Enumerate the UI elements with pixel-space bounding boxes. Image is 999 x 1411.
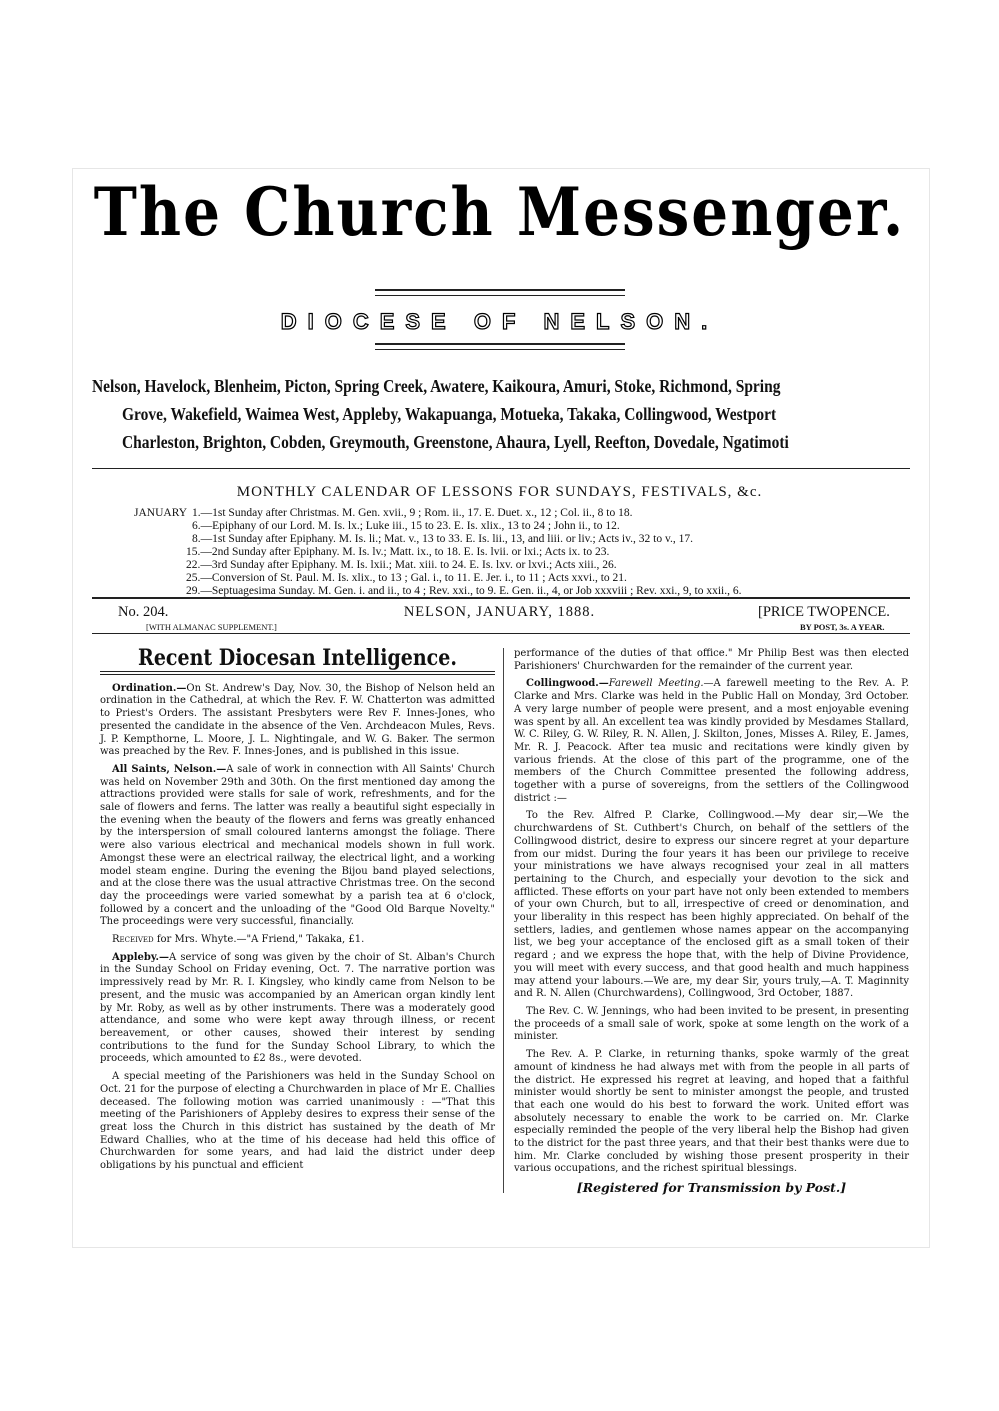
paragraph-lead: Appleby.— [112,951,170,963]
divider [100,674,495,675]
calendar-entry: 22.—3rd Sunday after Epiphany. M. Is. lxii.; Mat. xiii. to 24. E. Is. lxv. or lxvi.; Acts xiii., 26. [186,559,617,571]
divider [92,597,910,599]
paragraph [100,1071,495,1173]
paragraph-text: A service of song was given by the choir of St. Alban's Church in the Sunday School on Friday evening, Oct. 7. The narrative portion was impressively read by Mr. R. I. Kingsley, who kindly came from Nelson to be present, and the music was accompanied by an American organ kindly lent by Mr. Roby, as well as by other instruments. There was a moderately good attendance, and some who were kept away through illness, or recent bereavement, or other causes, showed their interest by sending contributions to the fund for the Sunday School Library, to which the proceeds, which amounted to £2 8s., were devoted. [100,951,495,1065]
calendar-entry: 6.—Epiphany of our Lord. M. Is. lx.; Luke iii., 15 to 23. E. Is. xlix., 13 to 24 ; John ii., to 12. [192,520,620,532]
supplement-note: [WITH ALMANAC SUPPLEMENT.] [146,622,277,632]
paragraph-text: The Rev. A. P. Clarke, in returning thanks, spoke warmly of the great amount of kindness he had always met with from the people in all parts of the district. He expressed his regret at leaving, and hoped that a faithful minister would shortly be sent to minister amongst the people, and trusted that each one would do his best to forward the work. United effort was absolutely necessary to enable the work to be carried on. Mr. Clarke especially reminded the people of the very liberal help the Bishop had given to the district for the past three years, and that their best thanks were due to him. Mr. Clarke concluded by wishing those present prosperity in their various occupations, and the richest spiritual blessings. [514,1049,909,1175]
paragraph-subhead: Farewell Meeting.— [608,678,714,690]
divider [375,343,625,345]
calendar-heading: MONTHLY CALENDAR OF LESSONS FOR SUNDAYS, FESTIVALS, &c. [236,484,763,500]
paragraph [514,810,909,1001]
paragraph [100,764,495,929]
towns-line: Grove, Wakefield, Waimea West, Appleby, Wakapuanga, Motueka, Takaka, Collingwood, Westport [122,404,777,424]
calendar-entry: 29.—Septuagesima Sunday. M. Gen. i. and ii., to 4 ; Rev. xxi., to 9. E. Gen. ii., 4, or Job xxxviii ; Rev. xxi., 9, to xxii., 6. [186,585,742,597]
section-heading: Recent Diocesan Intelligence. [138,644,457,672]
divider [375,289,625,291]
price: [PRICE TWOPENCE. [758,604,890,620]
registration-note: [Registered for Transmission by Post.] [576,1180,847,1196]
divider [375,295,625,296]
paragraph-text: A farewell meeting to the Rev. A. P. Clarke and Mrs. Clarke was held in the Public Hall on Monday, 3rd October. A very large number of people were present, and a most enjoyable evening was spent by all. An excellent tea was kindly provided by Mesdames Stallard, W. C. Riley, G. W. Riley, R. N. Allen, J. Skilton, Jones, Misses A. Riley, E. James, Mr. R. J. Peacock. After tea music and recitations were kindly given by various friends. At the close of this part of the programme, one of the members of the Church Committee presented the following address, together with a purse of sovereigns, from the settlers of the Collingwood district :— [514,678,909,804]
paragraph-text: A sale of work in connection with All Saints' Church was held on November 29th and 30th. On the first mentioned day among the attractions provided were stalls for sale of work, refreshments, and for the sale of flowers and ferns. The latter was really a beautiful sight especially in the evening when the beauty of the flowers and ferns was greatly enhanced by the interspersion of small coloured lanterns amongst the foliage. There were also various electrical and mechanical models shown in full work. Amongst these were an electrical railway, the electrical light, and a working model steam engine. During the evening the Bijou band played selections, and at the close there was the usual attractive Christmas tree. On the second day the proceedings were varied somewhat by a parish tea at 6 o'clock, followed by a concert and the unloading of the "Good Old Barque Novelty." The proceedings were very successful, financially. [100,763,495,928]
column-divider [503,648,504,1193]
paragraph [514,678,909,805]
paragraph-text: On St. Andrew's Day, Nov. 30, the Bishop of Nelson held an ordination in the Cathedral, at which the Rev. F. W. Chatterton was admitted to Priest's Orders. The assistant Presbyters were Rev F. Innes-Jones, who presented the candidate in the absence of the Ven. Archdeacon Mules, Revs. J. P. Kempthorne, L. Moore, J. L. Nightingale, and W. G. Baker. The sermon was preached by the Rev. F. Innes-Jones, and is published in this issue. [100,682,495,758]
divider [92,468,910,469]
place-date: NELSON, JANUARY, 1888. [403,604,596,620]
paragraph [100,683,495,759]
paragraph-lead: Ordination.— [112,682,187,694]
calendar-entry: 8.—1st Sunday after Epiphany. M. Is. li.; Mat. v., 13 to 33. E. Is. lii., 13, and liii. or liv.; Acts iv., 32 to v., 17. [192,533,693,545]
paragraph [514,648,909,673]
calendar-entry: 25.—Conversion of St. Paul. M. Is. xlix., to 13 ; Gal. i., to 11. E. Jer. i., to 11 ; Acts xxvi., to 21. [186,572,627,584]
paragraph-text: To the Rev. Alfred P. Clarke, Collingwood.—My dear sir,—We the churchwardens of St. Cuthbert's Church, on behalf of the settlers of the Collingwood district, desire to express our sincere regret at your departure from our midst. During the four years it has been our privilege to receive your ministrations we have always recognised your zeal in all matters pertaining to the Church, and especially your devotion to the sick and afflicted. These efforts on your part have not only been extended to members of your own Church, but to all, irrespective of creed or denomination, and your liberality in this respect has been highly appreciated. On behalf of the settlers, ladies, and gentlemen whose names appear on the accompanying list, we beg your acceptance of the enclosed gift as a small token of their regard ; and we express the hope that, with the help of Divine Providence, you will meet with every success, and that good health and much happiness may attend your labours.—We are, my dear Sir, yours truly,—A. T. Maginnity and R. N. Allen (Churchwardens), Collingwood, 3rd October, 1887. [514,810,909,1000]
paragraph-lead: All Saints, Nelson.— [112,763,227,775]
newspaper-title: The Church Messenger. [93,172,906,252]
paragraph-text: The Rev. C. W. Jennings, who had been invited to be present, in presenting the proceeds of a small sale of work, spoke at some length on the work of a minister. [514,1005,909,1043]
paragraph [514,1006,909,1044]
paragraph [100,952,495,1066]
calendar-entry-text: 1.—1st Sunday after Christmas. M. Gen. xvii., 9 ; Rom. ii., 17. E. Duet. x., 12 ; Col. ii., 8 to 18. [192,507,633,519]
issue-number: No. 204. [118,604,169,620]
left-column [100,644,495,1178]
calendar-list [134,507,741,598]
paragraph-lead: Collingwood.— [526,678,609,690]
paragraph-lead: Received [112,934,154,946]
calendar-entry [134,507,741,520]
calendar-entry: 15.—2nd Sunday after Epiphany. M. Is. lv.; Matt. ix., to 18. E. Is. lvii. or lxi.; Acts ix. to 23. [186,546,610,558]
divider [375,349,625,350]
paragraph [514,1049,909,1176]
divider [92,633,910,634]
paragraph [100,934,495,947]
towns-line: Charleston, Brighton, Cobden, Greymouth, Greenstone, Ahaura, Lyell, Reefton, Dovedale, Ngatimoti [122,432,789,452]
postal-price: BY POST, 3s. A YEAR. [800,622,885,632]
diocese-name: DIOCESE OF NELSON. [280,309,719,334]
paragraph-text: performance of the duties of that office." Mr Philip Best was then elected Parishioners' Churchwarden for the remainder of the current year. [514,648,909,672]
right-column [514,648,909,1195]
paragraph-text: A special meeting of the Parishioners was held in the Sunday School on Oct. 21 for the purpose of electing a Churchwarden in place of Mr E. Challies deceased. The following motion was carried unanimously : —"That this meeting of the Parishioners of Appleby desires to express their sense of the great loss the Church in this district has sustained by the death of Mr Edward Challies, who at the time of his decease had held this office of Churchwarden for some years, and had laid the district under deep obligations by his punctual and efficient [100,1071,495,1172]
towns-line: Nelson, Havelock, Blenheim, Picton, Spring Creek, Awatere, Kaikoura, Amuri, Stoke, Richmond, Spring [92,376,781,396]
calendar-month: JANUARY [134,507,188,519]
paragraph-text: for Mrs. Whyte.—"A Friend," Takaka, £1. [153,934,365,946]
